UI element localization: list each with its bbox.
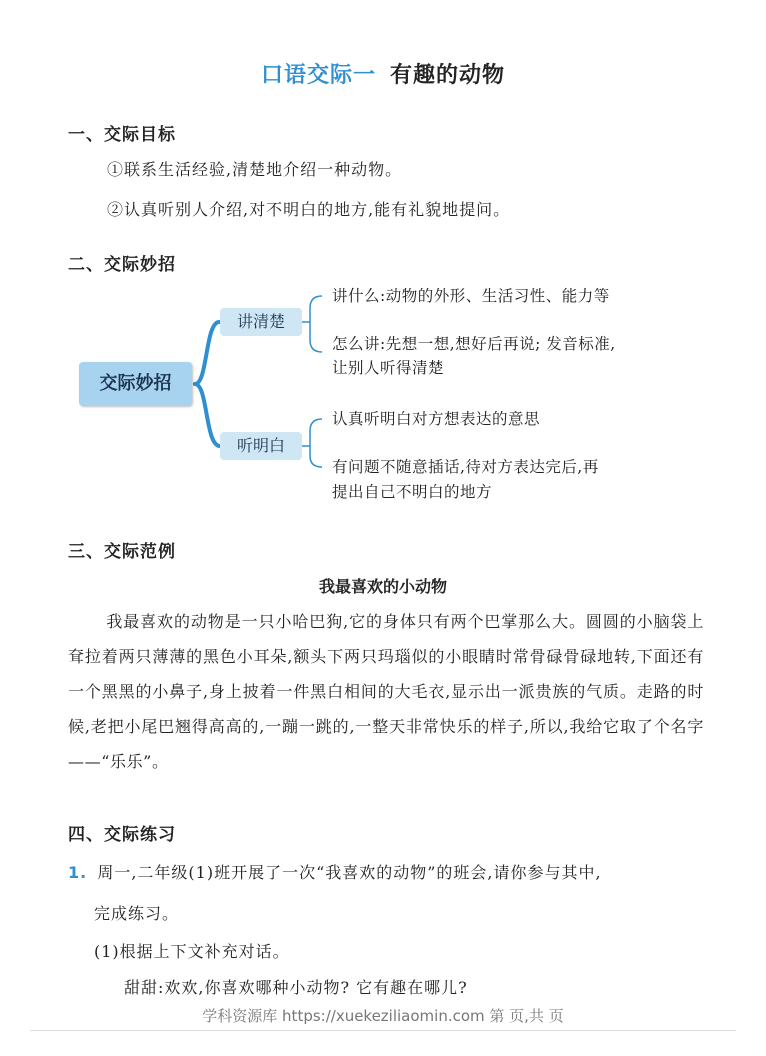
section4-heading: 四、交际练习	[68, 825, 176, 845]
footer-divider	[30, 1030, 736, 1031]
question-1	[68, 860, 602, 883]
example-paragraph-text: 我最喜欢的动物是一只小哈巴狗,它的身体只有两个巴掌那么大。圆圆的小脑袋上耷拉着两只薄薄的黑色小耳朵,额头下两只玛瑙似的小眼睛时常骨碌骨碌地转,下面还有一个黑黑的小鼻子,身上披着一件黑白相间的大毛衣,显示出一派贵族的气质。走路的时候,老把小尾巴翘得高高的,一蹦一跳的,一整天非常快乐的样子,所以,我给它取了个名字——“乐乐”。	[68, 612, 704, 771]
section3-heading: 三、交际范例	[68, 542, 176, 562]
mindmap-leaf-what: 讲什么:动物的外形、生活习性、能力等	[332, 287, 610, 305]
bracket-branch2	[310, 419, 322, 467]
example-title: 我最喜欢的小动物	[318, 577, 447, 596]
sub-question-1: (1)根据上下文补充对话。	[94, 942, 290, 961]
question-number: 1.	[68, 863, 88, 882]
mindmap-leaf-how-2: 让别人听得清楚	[332, 359, 445, 377]
mindmap-root: 交际妙招	[79, 362, 192, 406]
goal-item-1: ①联系生活经验,清楚地介绍一种动物。	[107, 160, 403, 179]
page-title-rest: 有趣的动物	[390, 62, 506, 88]
question-1-line2: 完成练习。	[94, 904, 180, 923]
mindmap-leaf-question-1: 有问题不随意插话,待对方表达完后,再	[332, 458, 599, 476]
footer-watermark: 学科资源库 https://xuekeziliaomin.com 第 页,共 页	[202, 1007, 564, 1025]
goal-item-2: ②认真听别人介绍,对不明白的地方,能有礼貌地提问。	[107, 200, 511, 219]
section2-heading: 二、交际妙招	[68, 255, 176, 275]
bracket-branch1	[310, 296, 322, 352]
connector-root-to-branch2	[195, 384, 220, 446]
page-title-lead: 口语交际一	[260, 62, 376, 88]
connector-root-to-branch1	[195, 322, 220, 384]
question-1-line1: 周一,二年级(1)班开展了一次“我喜欢的动物”的班会,请你参与其中,	[97, 863, 602, 882]
mindmap-branch-listen: 听明白	[220, 432, 302, 460]
mindmap-leaf-listen: 认真听明白对方想表达的意思	[332, 410, 541, 428]
example-paragraph	[68, 604, 704, 779]
dialog-line-1: 甜甜:欢欢,你喜欢哪种小动物? 它有趣在哪儿?	[124, 978, 468, 997]
mindmap-branch-speak: 讲清楚	[220, 308, 302, 336]
section1-heading: 一、交际目标	[68, 125, 176, 145]
mindmap-leaf-how-1: 怎么讲:先想一想,想好后再说; 发音标准,	[332, 335, 616, 353]
mindmap-leaf-question-2: 提出自己不明白的地方	[332, 483, 493, 501]
